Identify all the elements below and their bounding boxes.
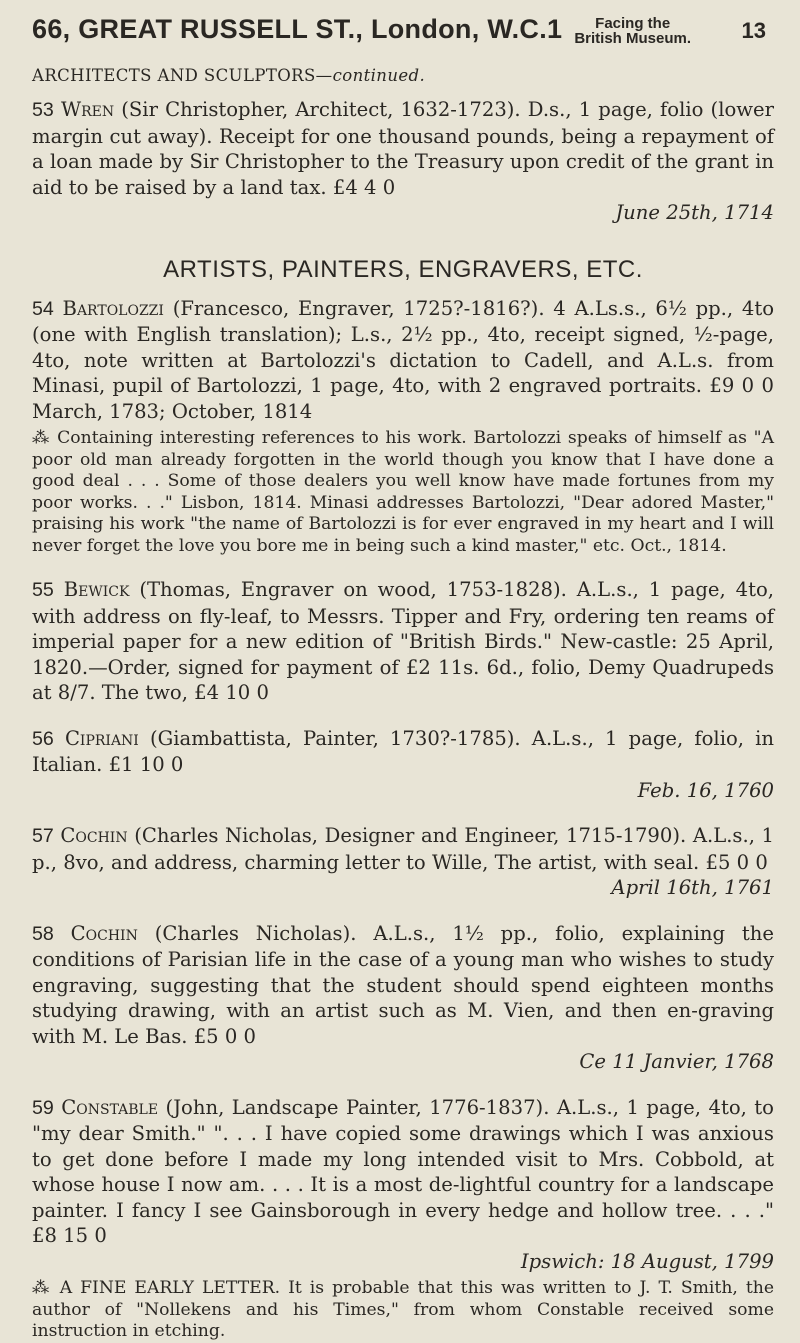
catalogue-entry-57: [32, 823, 774, 901]
facing-note: [574, 16, 691, 46]
entry-text: (Giambattista, Painter, 1730?-1785). A.L.s., 1 page, folio, in Italian. £1 10 0: [32, 726, 775, 776]
entry-date: June 25th, 1714: [615, 201, 774, 224]
entry-date: Ce 11 Janvier, 1768: [579, 1050, 774, 1073]
entry-number: 56: [32, 727, 54, 750]
section-architects-heading: [32, 66, 774, 85]
entry-text: (Francesco, Engraver, 1725?-1816?). 4 A.Ls.s., 6½ pp., 4to (one with English translation); L.s., 2½ pp., 4to, receipt signed, ½-page, 4to, note written at Bartolozzi's dictation to Cadell, and A.L.s. from Minasi, pupil of Bartolozzi, 1 page, 4to, with 2 engraved portraits. £9 0 0 March, 1783; October, 1814: [32, 296, 775, 423]
entry-date: Feb. 16, 1760: [637, 778, 774, 802]
catalogue-entry-56: [32, 726, 774, 804]
page-number: 13: [741, 18, 766, 43]
entry-name: Cochin: [70, 921, 138, 945]
entry-number: 59: [32, 1096, 54, 1119]
entry-number: 53: [32, 99, 54, 121]
facing-line-2: British Museum.: [574, 30, 692, 47]
catalogue-entry-55: [32, 577, 774, 706]
section-architects-continued: continued.: [332, 66, 426, 85]
catalogue-entry-59: [32, 1095, 774, 1275]
section-artists-heading: ARTISTS, PAINTERS, ENGRAVERS, ETC.: [163, 255, 643, 283]
entry-text: (Sir Christopher, Architect, 1632-1723). D.s., 1 page, folio (lower margin cut away). Receipt for one thousand pounds, being a repayment of a loan made by Sir Christopher to the Treasury upon credit of the grant in aid to be raised by a land tax. £4 4 0: [32, 98, 774, 199]
entry-text: (Charles Nicholas, Designer and Engineer, 1715-1790). A.L.s., 1 p., 8vo, and address, charming letter to Wille, The artist, with seal. £5 0 0: [32, 824, 775, 874]
entry-name: Cipriani: [64, 726, 139, 750]
catalogue-entry-58: [32, 921, 774, 1075]
entry-name: Bartolozzi: [62, 296, 164, 320]
catalogue-entry-54: [32, 296, 774, 425]
catalogue-entry-53: [32, 97, 774, 226]
facing-line-1: Facing the: [595, 15, 671, 32]
entry-number: 54: [32, 297, 54, 320]
entry-text: (Thomas, Engraver on wood, 1753-1828). A.L.s., 1 page, 4to, with address on fly-leaf, to Messrs. Tipper and Fry, ordering ten reams of imperial paper for a new edition of "British Birds." New-castle: 25 April, 1820.—Order, signed for payment of £2 11s. 6d., folio, Demy Quadrupeds at 8/7. The two, £4 10 0: [32, 578, 775, 704]
page-header: [32, 14, 774, 46]
entry-59-note: ⁂ A FINE EARLY LETTER. It is probable that this was written to J. T. Smith, the author of "Nollekens and his Times," from whom Constable received some instruction in etching.: [32, 1278, 774, 1341]
entry-name: Constable: [61, 1095, 159, 1119]
entry-number: 55: [32, 579, 54, 601]
entry-name: Cochin: [60, 824, 128, 847]
entry-number: 58: [32, 922, 54, 945]
entry-date: April 16th, 1761: [611, 876, 774, 899]
entry-text: (John, Landscape Painter, 1776-1837). A.L.s., 1 page, 4to, to "my dear Smith." ". . . I have copied some drawings which I was anxious to get done before I made my long intended visit to Mrs. Cobbold, at whose house I now am. . . . It is a most de-lightful country for a landscape painter. I fancy I see Gainsborough in every hedge and hollow tree. . . ." £8 15 0: [32, 1095, 774, 1247]
section-architects-title: ARCHITECTS AND SCULPTORS—: [32, 66, 333, 85]
dealer-address: 66, GREAT RUSSELL ST., London, W.C.1: [32, 14, 563, 44]
entry-54-note: ⁂ Containing interesting references to his work. Bartolozzi speaks of himself as "A poor old man already forgotten in the world though you know that I have done a good deal . . . Some of those dealers you well know have made fortunes from my poor works. . ." Lisbon, 1814. Minasi addresses Bartolozzi, "Dear adored Master," praising his work "the name of Bartolozzi is for ever engraved in my heart and I will never forget the love you bore me in being such a kind master," etc. Oct., 1814.: [32, 428, 774, 556]
entry-number: 57: [32, 825, 54, 847]
entry-text: (Charles Nicholas). A.L.s., 1½ pp., folio, explaining the conditions of Parisian life in the case of a young man who wishes to study engraving, suggesting that the student should spend eighteen months studying drawing, with an artist such as M. Vien, and then en-graving with M. Le Bas. £5 0 0: [32, 921, 774, 1048]
entry-date: Ipswich: 18 August, 1799: [520, 1249, 774, 1273]
entry-name: Wren: [60, 98, 115, 121]
entry-name: Bewick: [63, 578, 130, 601]
